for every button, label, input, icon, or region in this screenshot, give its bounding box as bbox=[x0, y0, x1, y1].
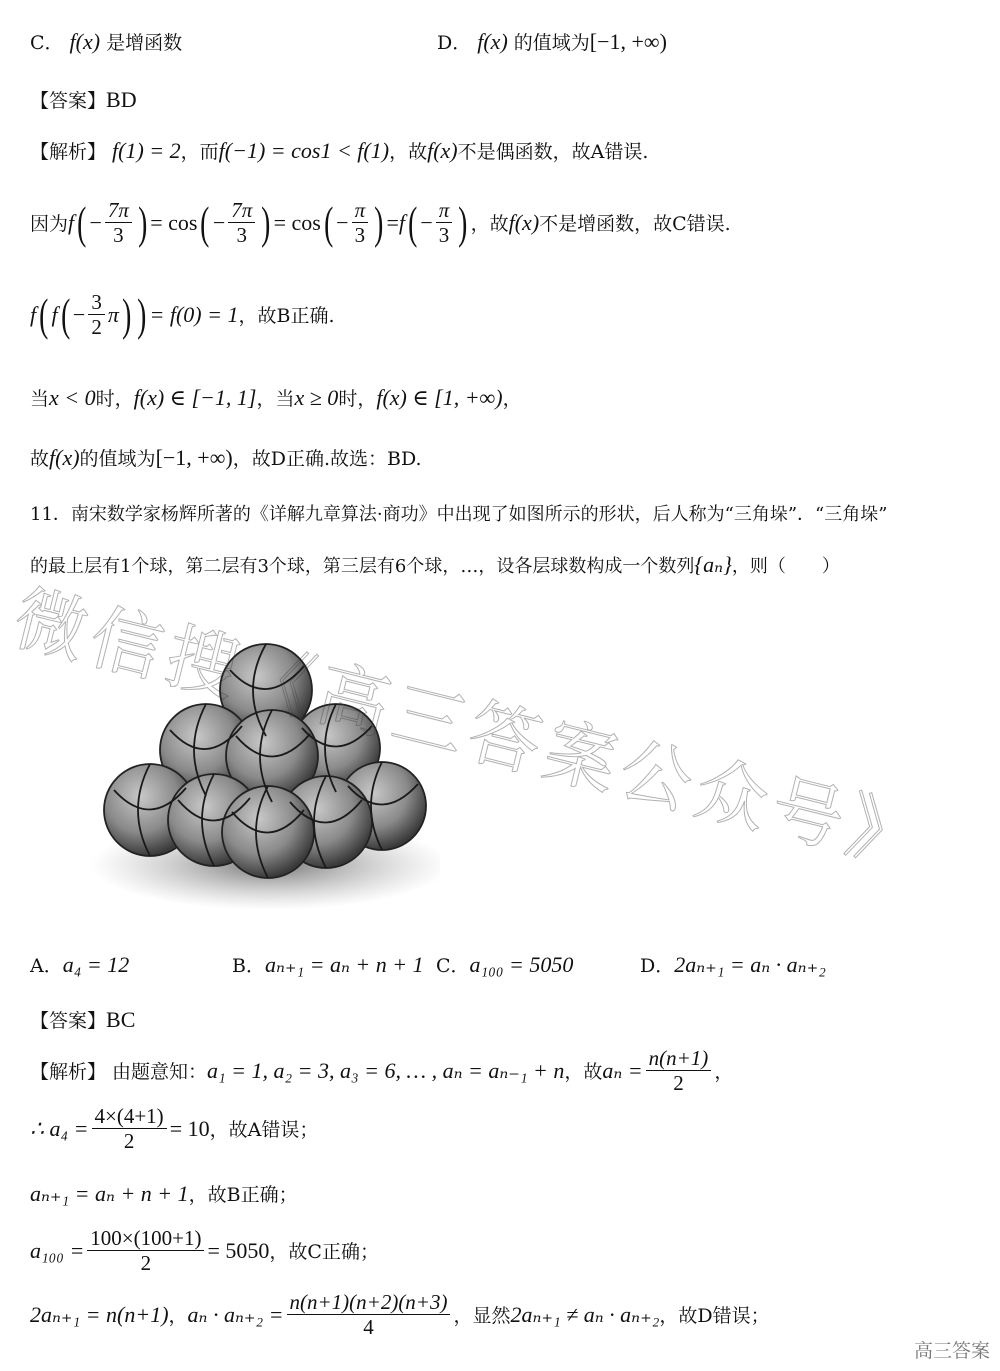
q10-option-d: D． f(x) 的值域为 [−1, +∞) bbox=[437, 28, 667, 54]
q11-analysis-line3: aₙ₊₁ = aₙ + n + 1 ，故B正确； bbox=[30, 1180, 298, 1206]
frac-3-2: $\frac{3}{2}$ bbox=[88, 290, 105, 339]
q10-analysis-line4: 当 x < 0 时， f(x) ∈ [−1, 1] ，当 x ≥ 0 时， f(x) ∈ [1, +∞) ， bbox=[30, 384, 522, 410]
q11-analysis-line2: ∴ a₄ = $\frac{4\times(4+1)}{2}$ = 10 ，故A错误； bbox=[30, 1104, 319, 1154]
q11-stem-line2: 的最上层有1个球，第二层有3个球，第三层有6个球，…，设各层球数构成一个数列 {aₙ} ，则（ ） bbox=[30, 552, 840, 577]
q11-option-b: B． aₙ₊₁ = aₙ + n + 1 bbox=[232, 951, 424, 977]
frac-pi-3-b: $\frac{\pi}{3}$ bbox=[436, 198, 453, 247]
q11-analysis-line5: 2aₙ₊₁ = n(n+1) ， aₙ · aₙ₊₂ = $\frac{n(n+1)(n+2)(n+3)}{4}$ ，显然 2aₙ₊₁ ≠ aₙ · aₙ₊₂ ，故D错误； bbox=[30, 1290, 770, 1340]
q11-option-a: A． a₄ = 12 bbox=[30, 951, 130, 977]
q10-analysis-line5: 故 f(x) 的值域为 [−1, +∞) ，故D正确.故选：BD. bbox=[30, 444, 422, 470]
frac-pi-3-a: $\frac{\pi}{3}$ bbox=[352, 198, 369, 247]
q11-stem-line1: 11．南宋数学家杨辉所著的《详解九章算法·商功》中出现了如图所示的形状，后人称为“三角垛”．“三角垛” bbox=[30, 504, 888, 525]
q11-analysis-line4: a₁₀₀ = $\frac{100\times(100+1)}{2}$ = 5050 ，故C正确； bbox=[30, 1226, 379, 1276]
q10-answer: 【答案】 BD bbox=[30, 86, 137, 112]
frac-7pi-3-b: $\frac{7\pi}{3}$ bbox=[228, 198, 255, 247]
q11-answer: 【答案】 BC bbox=[30, 1006, 136, 1032]
frac-a4: $\frac{4\times(4+1)}{2}$ bbox=[92, 1104, 167, 1153]
q11-option-c: C． a₁₀₀ = 5050 bbox=[436, 951, 574, 977]
q10-analysis-line2: 因为 f ( − $\frac{7\pi}{3}$ ) = cos ( − $\frac{7\pi}{3}$ ) = cos ( − $\frac{\pi}{3}$ ) = f ( − $\frac{\pi}{3}$ ) ，故 f(x) 不是增函数，故C错误. bbox=[30, 196, 731, 248]
q10-analysis-line1: 【解析】 f(1) = 2 ，而 f(−1) = cos1 < f(1) ，故 f(x) 不是偶函数，故A错误. bbox=[30, 137, 649, 163]
q11-option-d: D． 2aₙ₊₁ = aₙ · aₙ₊₂ bbox=[640, 951, 826, 977]
frac-a100: $\frac{100\times(100+1)}{2}$ bbox=[87, 1226, 204, 1275]
frac-7pi-3-a: $\frac{7\pi}{3}$ bbox=[105, 198, 132, 247]
corner-logo-mark: 高三答案 bbox=[913, 1340, 990, 1362]
q11-analysis-line1: 【解析】 由题意知： a₁ = 1, a₂ = 3, a₃ = 6, … , aₙ = aₙ₋₁ + n ，故 aₙ = $\frac{n(n+1)}{2}$ ， bbox=[30, 1046, 734, 1096]
basketball-pyramid-image bbox=[90, 630, 440, 920]
q10-analysis-line3: f ( f ( − $\frac{3}{2}$ π ) ) = f(0) = 1 ，故B正确. bbox=[30, 288, 335, 340]
watermark-text: 微信搜《高三答案公众号》 bbox=[5, 575, 935, 884]
frac-product: $\frac{n(n+1)(n+2)(n+3)}{4}$ bbox=[287, 1290, 451, 1339]
frac-an: $\frac{n(n+1)}{2}$ bbox=[646, 1046, 712, 1095]
q10-option-c: C． f(x) 是增函数 bbox=[30, 28, 183, 54]
